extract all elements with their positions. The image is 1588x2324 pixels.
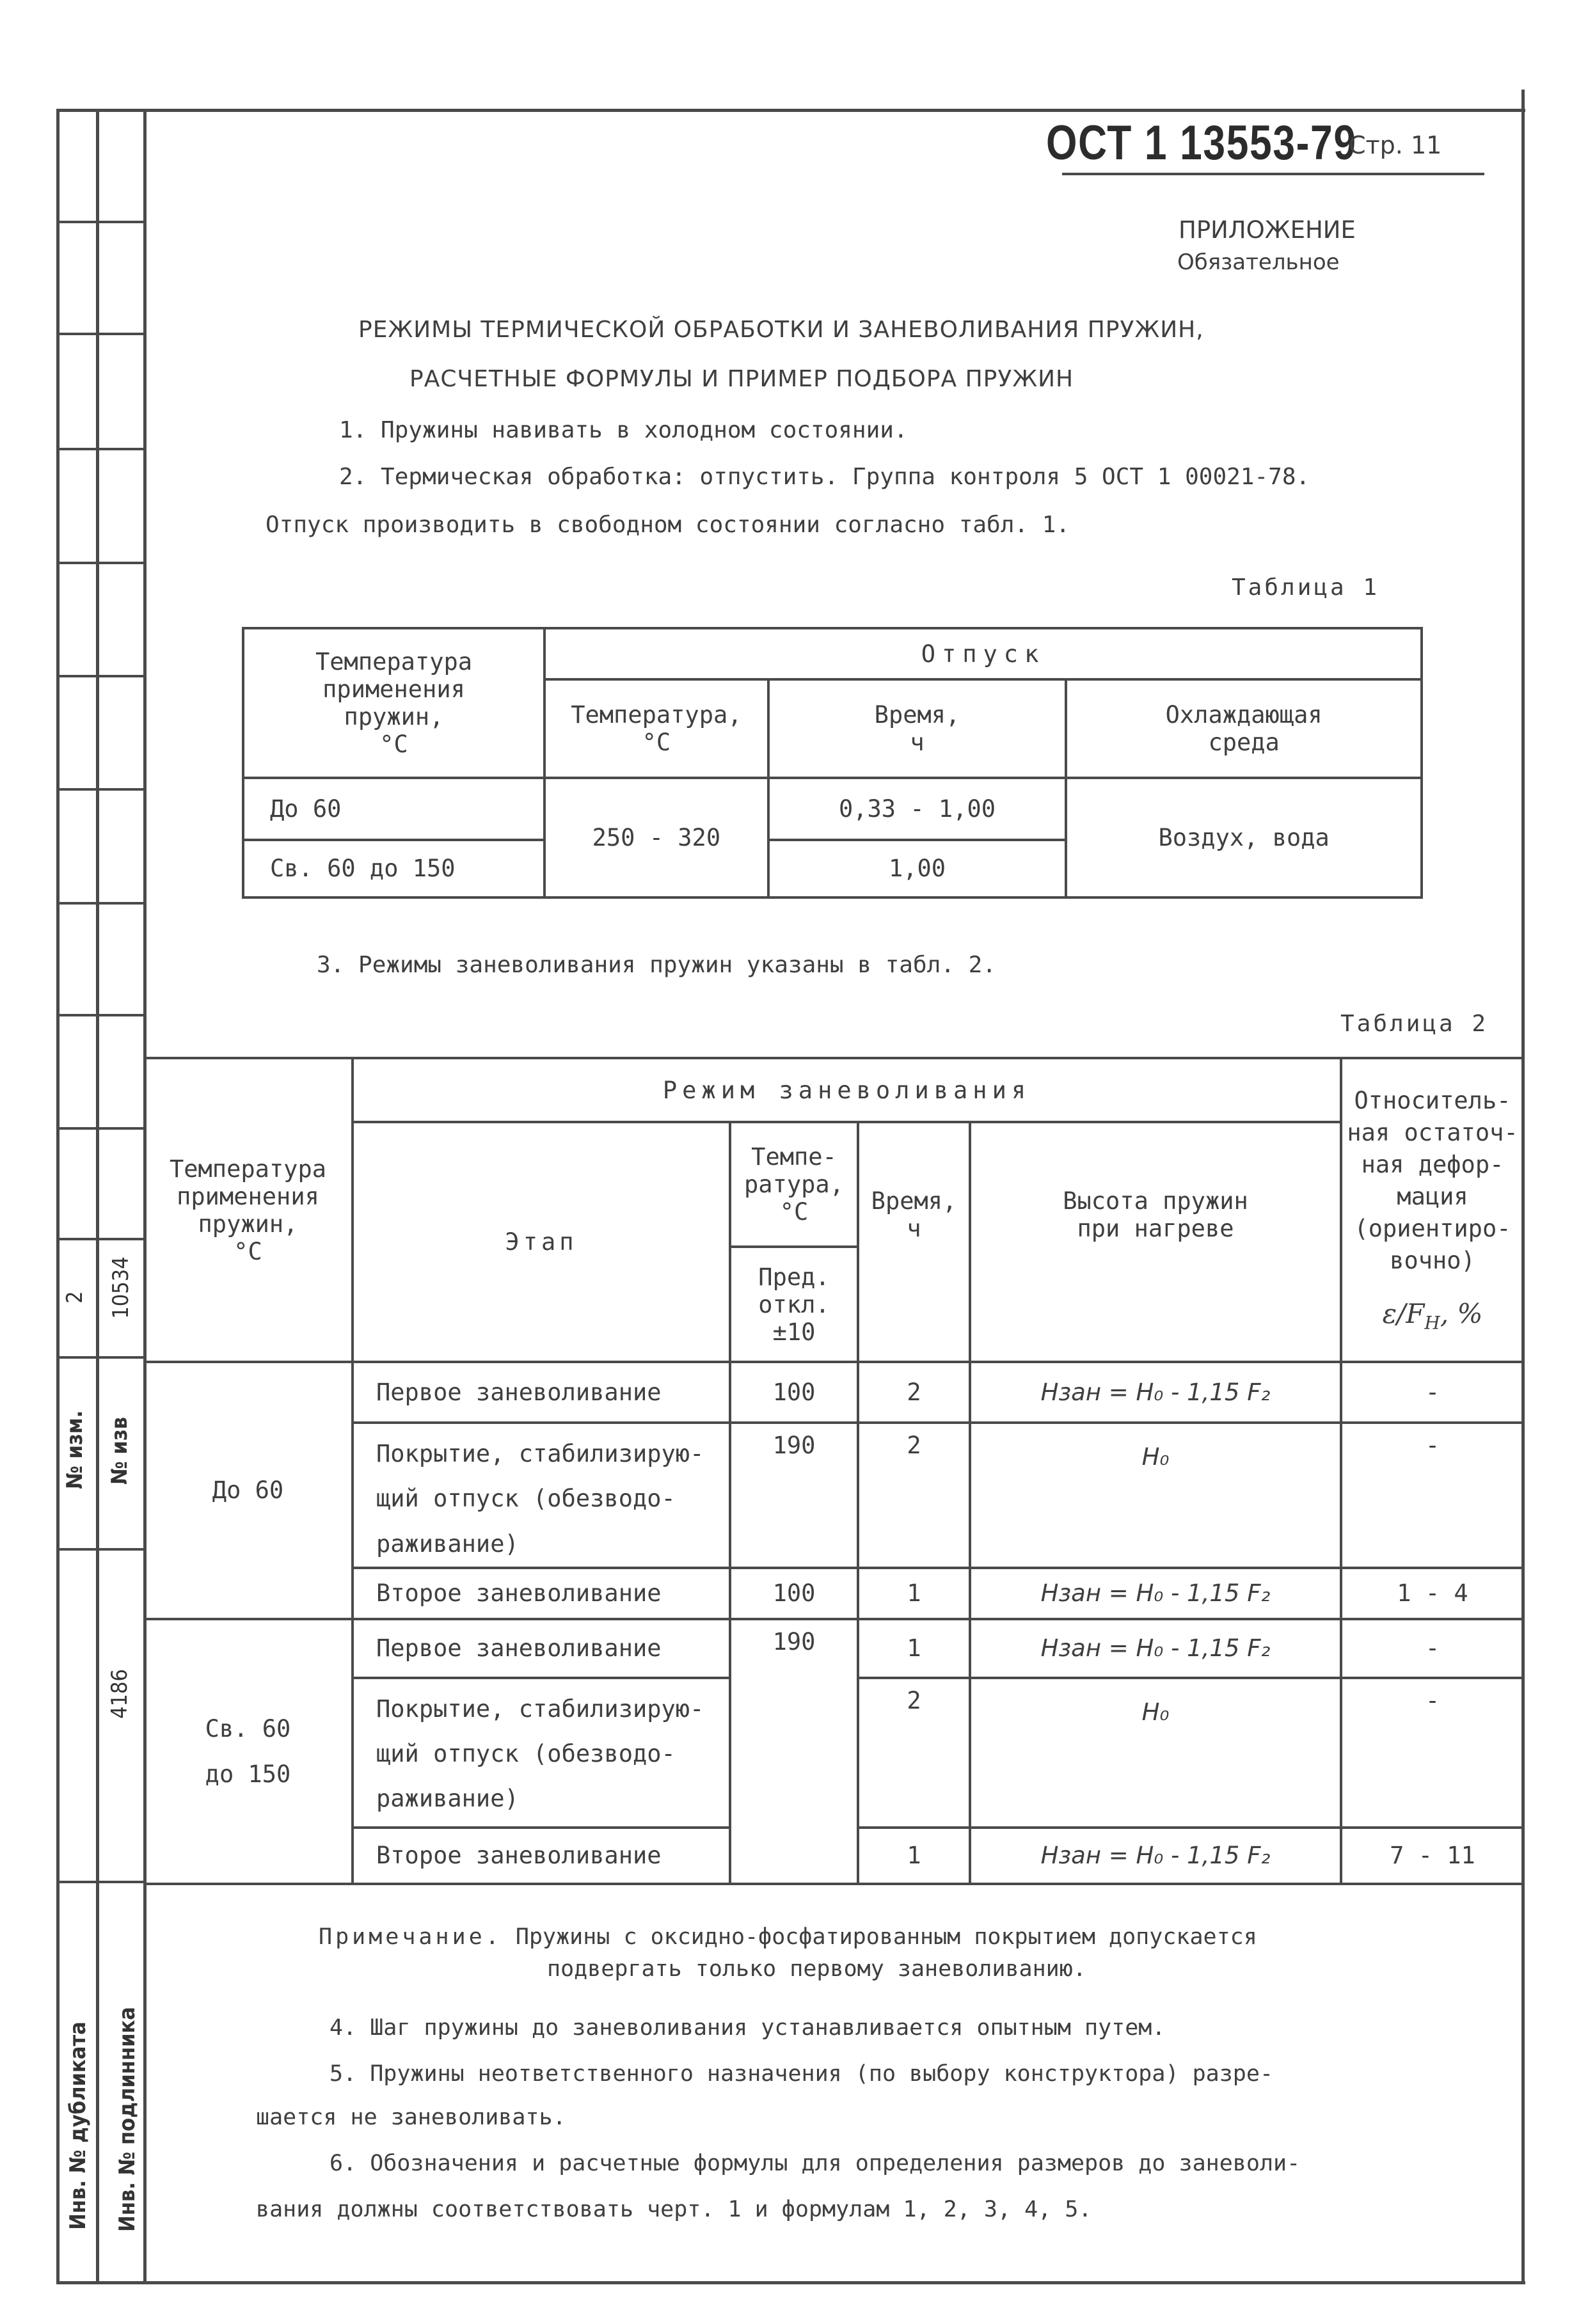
t1-h-line: °С bbox=[642, 729, 671, 757]
paragraph-5a: 5. Пружины неответственного назначения (по выбору конструктора) разре- bbox=[330, 2061, 1274, 2087]
original-inventory-label: Инв. № подлинника bbox=[115, 2007, 140, 2232]
note-line2: подвергать только первому заневоливанию. bbox=[547, 1956, 1086, 1982]
t2-r4-time: 1 bbox=[858, 1619, 970, 1678]
stage-line: раживание) bbox=[376, 1530, 519, 1558]
paragraph-1: 1. Пружины навивать в холодном состоянии. bbox=[339, 417, 908, 443]
t2-r4-deform: - bbox=[1341, 1619, 1523, 1678]
t2-h-line: ная дефор- bbox=[1361, 1150, 1504, 1178]
t2-header-temp bbox=[730, 1122, 858, 1247]
t1-temp-value: 250 - 320 bbox=[544, 778, 768, 897]
t2-h-line: Время, bbox=[871, 1187, 957, 1215]
stamp-sep bbox=[56, 562, 146, 564]
paragraph-2b: Отпуск производить в свободном состоянии согласно табл. 1. bbox=[266, 512, 1070, 538]
paragraph-6b: вания должны соответствовать черт. 1 и формулам 1, 2, 3, 4, 5. bbox=[256, 2197, 1092, 2222]
paragraph-3: 3. Режимы заневоливания пружин указаны в табл. 2. bbox=[317, 952, 997, 978]
change-number-value: 2 bbox=[62, 1291, 88, 1304]
t2-r1-time: 2 bbox=[858, 1362, 970, 1423]
stamp-sep bbox=[56, 1881, 146, 1883]
duplicate-inventory-label: Инв. № дубликата bbox=[65, 2021, 91, 2230]
paragraph-6a: 6. Обозначения и расчетные формулы для определения размеров до заневоли- bbox=[330, 2151, 1301, 2176]
t2-h-line: °С bbox=[779, 1198, 809, 1226]
t2-header-height bbox=[970, 1122, 1341, 1362]
stage-line: щий отпуск (обезводо- bbox=[376, 1485, 676, 1513]
table2-caption: Таблица 2 bbox=[1340, 1011, 1489, 1037]
t2-h-line: (ориентиро- bbox=[1354, 1214, 1511, 1242]
t1-h-line: пружин, bbox=[344, 703, 444, 731]
t1-row2-range: Св. 60 до 150 bbox=[243, 840, 544, 897]
t2-r4-temp: 190 bbox=[730, 1619, 858, 1884]
t1-h-line: °С bbox=[379, 731, 408, 759]
t2-h-line: применения bbox=[177, 1182, 319, 1210]
t2-r4-height: Hзан = H₀ - 1,15 F₂ bbox=[970, 1619, 1341, 1678]
t1-header-group bbox=[544, 628, 1422, 679]
appendix-subtitle: Обязательное bbox=[1177, 249, 1340, 275]
t2-h-line: пружин, bbox=[198, 1210, 298, 1238]
t1-header-medium bbox=[1066, 679, 1422, 778]
t2-r6-deform: 7 - 11 bbox=[1341, 1828, 1523, 1884]
t2-h-line: Температура bbox=[169, 1155, 327, 1183]
t1-header-time bbox=[768, 679, 1067, 778]
table-1 bbox=[242, 627, 1423, 899]
inventory-number-value: 4186 bbox=[107, 1669, 132, 1719]
t1-h-line: ч bbox=[910, 729, 925, 757]
frame-bottom bbox=[56, 2281, 1525, 2284]
stage-line: Покрытие, стабилизирую- bbox=[376, 1440, 704, 1467]
t2-h-line: ная остаточ- bbox=[1347, 1119, 1518, 1147]
t2-r5-time: 2 bbox=[858, 1678, 970, 1828]
t2-h-line: мация bbox=[1397, 1182, 1468, 1210]
t2-group2-label bbox=[145, 1619, 353, 1884]
stamp-sep bbox=[56, 221, 146, 223]
t2-r5-stage bbox=[353, 1678, 730, 1828]
t2-h-line: откл. bbox=[758, 1290, 830, 1318]
t2-r5-height: H₀ bbox=[970, 1678, 1341, 1828]
t2-h-line: вочно) bbox=[1390, 1246, 1475, 1274]
t2-r1-deform: - bbox=[1341, 1362, 1523, 1423]
t1-h-line: применения bbox=[322, 676, 465, 704]
t2-r6-height: Hзан = H₀ - 1,15 F₂ bbox=[970, 1828, 1341, 1884]
t2-r6-stage: Второе заневоливание bbox=[353, 1828, 730, 1884]
t2-group1-label: До 60 bbox=[145, 1362, 353, 1619]
t2-h-line: Пред. bbox=[758, 1263, 830, 1291]
t2-h-line: Относитель- bbox=[1354, 1087, 1511, 1115]
frame-left-outer bbox=[56, 109, 60, 2284]
t2-header-tolerance bbox=[730, 1247, 858, 1362]
t1-h-line: Температура, bbox=[571, 701, 742, 729]
t2-r4-stage: Первое заневоливание bbox=[353, 1619, 730, 1678]
t2-r6-time: 1 bbox=[858, 1828, 970, 1884]
stage-line: щий отпуск (обезводо- bbox=[376, 1740, 676, 1768]
t2-header-group bbox=[353, 1058, 1341, 1122]
t2-r1-stage: Первое заневоливание bbox=[353, 1362, 730, 1423]
page-number: Стр. 11 bbox=[1349, 131, 1442, 159]
t2-group-text: Режим заневоливания bbox=[662, 1076, 1031, 1104]
t2-header-time bbox=[858, 1122, 970, 1362]
t2-header-deform bbox=[1341, 1058, 1523, 1362]
t2-h-line: ±10 bbox=[772, 1318, 816, 1346]
table1-caption: Таблица 1 bbox=[1232, 574, 1380, 601]
document-code: ОСТ 1 13553-79 bbox=[1046, 116, 1357, 170]
paragraph-4: 4. Шаг пружины до заневоливания устанавливается опытным путем. bbox=[330, 2015, 1166, 2041]
t1-h-line: Время, bbox=[874, 701, 960, 729]
t2-r2-stage bbox=[353, 1423, 730, 1568]
t2-r2-deform: - bbox=[1341, 1423, 1523, 1568]
t2-h-line: ч bbox=[907, 1215, 921, 1242]
stage-line: Покрытие, стабилизирую- bbox=[376, 1695, 704, 1723]
t2-h-line: при нагреве bbox=[1077, 1215, 1234, 1242]
t1-header-temp-application bbox=[243, 628, 544, 778]
t2-header-temp-application bbox=[145, 1058, 353, 1362]
note-line1 bbox=[319, 1924, 1257, 1950]
t1-header-temp bbox=[544, 679, 768, 778]
paragraph-5b: шается не заневоливать. bbox=[256, 2105, 566, 2130]
frame-left-inner1 bbox=[96, 109, 99, 2284]
t2-r1-temp: 100 bbox=[730, 1362, 858, 1423]
t1-row1-range: До 60 bbox=[243, 778, 544, 840]
header-underline bbox=[1062, 173, 1484, 175]
paragraph-2: 2. Термическая обработка: отпустить. Группа контроля 5 ОСТ 1 00021-78. bbox=[339, 464, 1310, 490]
deform-sub-text: Н bbox=[1424, 1312, 1440, 1334]
t2-deform-symbol bbox=[1342, 1296, 1523, 1335]
t1-medium-value: Воздух, вода bbox=[1066, 778, 1422, 897]
t2-r5-deform: - bbox=[1341, 1678, 1523, 1828]
t1-group-text: Отпуск bbox=[921, 640, 1045, 668]
group2-line: до 150 bbox=[205, 1760, 291, 1788]
stamp-sep bbox=[56, 675, 146, 677]
t2-r2-time: 2 bbox=[858, 1423, 970, 1568]
t2-r3-height: Hзан = H₀ - 1,15 F₂ bbox=[970, 1568, 1341, 1619]
appendix-title: ПРИЛОЖЕНИЕ bbox=[1179, 216, 1356, 244]
stamp-sep bbox=[56, 1548, 146, 1551]
t2-h-line: °С bbox=[234, 1237, 262, 1265]
stamp-sep bbox=[56, 1356, 146, 1359]
t2-r1-height: Hзан = H₀ - 1,15 F₂ bbox=[970, 1362, 1341, 1423]
t1-row2-time: 1,00 bbox=[768, 840, 1067, 897]
t2-h-line: Темпе- bbox=[751, 1143, 837, 1171]
t2-h-line: Высота пружин bbox=[1063, 1187, 1248, 1215]
stage-line: раживание) bbox=[376, 1785, 519, 1813]
deform-symbol-text: ε/F bbox=[1382, 1297, 1425, 1329]
t1-row1-time: 0,33 - 1,00 bbox=[768, 778, 1067, 840]
stamp-sep bbox=[56, 788, 146, 791]
stamp-sep bbox=[56, 902, 146, 905]
t2-r2-height: H₀ bbox=[970, 1423, 1341, 1568]
stamp-sep bbox=[56, 1014, 146, 1016]
change-number-label: № изм. bbox=[62, 1410, 88, 1489]
stamp-sep bbox=[56, 333, 146, 335]
main-title-line1: РЕЖИМЫ ТЕРМИЧЕСКОЙ ОБРАБОТКИ И ЗАНЕВОЛИВАНИЯ ПРУЖИН, bbox=[358, 317, 1204, 343]
note-label: Примечание. bbox=[319, 1924, 502, 1950]
table-2 bbox=[145, 1057, 1523, 1885]
t2-r3-stage: Второе заневоливание bbox=[353, 1568, 730, 1619]
stamp-sep bbox=[56, 448, 146, 450]
notice-number-value: 10534 bbox=[108, 1256, 134, 1319]
t1-h-line: среда bbox=[1208, 729, 1280, 757]
t2-header-stage bbox=[353, 1122, 730, 1362]
note-text-1: Пружины с оксидно-фосфатированным покрытием допускается bbox=[515, 1924, 1257, 1950]
notice-number-label: № изв bbox=[107, 1416, 132, 1485]
t2-h-line: ратура, bbox=[744, 1171, 844, 1198]
t2-r2-temp: 190 bbox=[730, 1423, 858, 1568]
t2-r3-temp: 100 bbox=[730, 1568, 858, 1619]
frame-top bbox=[56, 109, 1525, 112]
t2-r3-time: 1 bbox=[858, 1568, 970, 1619]
stamp-sep bbox=[56, 1127, 146, 1130]
deform-unit-text: , % bbox=[1440, 1297, 1483, 1329]
main-title-line2: РАСЧЕТНЫЕ ФОРМУЛЫ И ПРИМЕР ПОДБОРА ПРУЖИН bbox=[409, 366, 1074, 392]
t1-h-line: Охлаждающая bbox=[1165, 701, 1322, 729]
t1-h-line: Температура bbox=[315, 648, 473, 676]
t2-r3-deform: 1 - 4 bbox=[1341, 1568, 1523, 1619]
group2-line: Св. 60 bbox=[205, 1714, 291, 1743]
t2-stage-text: Этап bbox=[505, 1228, 578, 1256]
